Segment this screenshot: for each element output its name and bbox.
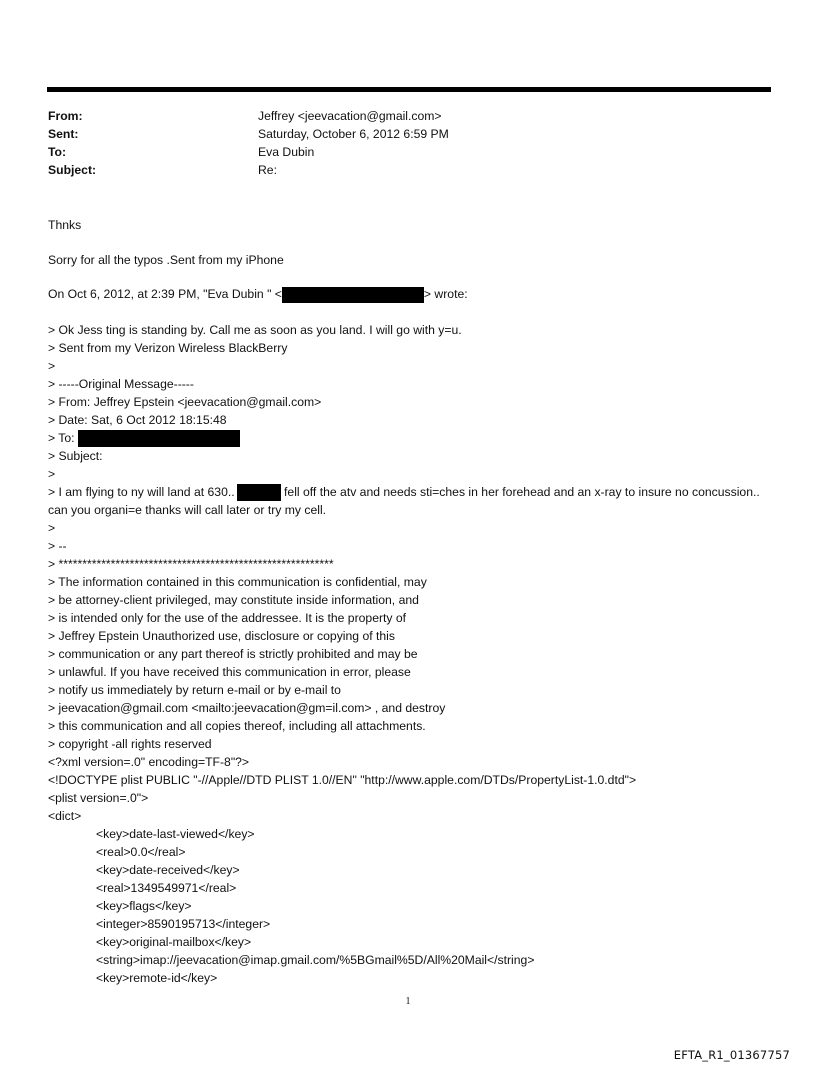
quote-line: > Subject: (48, 449, 103, 463)
xml-line: <?xml version=.0" encoding=TF-8"?> (48, 755, 250, 770)
quote-line: > (48, 359, 56, 373)
xml-line: <key>original-mailbox</key> (96, 935, 252, 950)
disclaimer-line: > this communication and all copies thereof, including all attachments. (48, 719, 426, 734)
disclaimer-line: > The information contained in this communication is confidential, may (48, 575, 427, 590)
quote-line: > From: Jeffrey Epstein <jeevacation@gmail.com> (48, 395, 322, 409)
xml-line: <real>0.0</real> (96, 845, 186, 860)
disclaimer-line: > communication or any part thereof is strictly prohibited and may be (48, 647, 418, 662)
disclaimer-line: > be attorney-client privileged, may constitute inside information, and (48, 593, 419, 608)
disclaimer-line: > jeevacation@gmail.com <mailto:jeevacation@gm=il.com> , and destroy (48, 701, 446, 716)
quote-line: > Date: Sat, 6 Oct 2012 18:15:48 (48, 413, 227, 427)
disclaimer-line: > notify us immediately by return e-mail or by e-mail to (48, 683, 341, 698)
to-value: Eva Dubin (258, 145, 315, 159)
body-reply-intro (48, 286, 468, 303)
sent-label: Sent: (48, 127, 79, 141)
body-signature: Sorry for all the typos .Sent from my iPhone (48, 253, 284, 267)
xml-line: <key>flags</key> (96, 899, 192, 914)
quote-line-flight (48, 483, 778, 519)
disclaimer-line: > unlawful. If you have received this communication in error, please (48, 665, 411, 680)
xml-line: <integer>8590195713</integer> (96, 917, 271, 932)
page-number: 1 (405, 996, 411, 1007)
header-rule (47, 87, 771, 92)
quote-line: > -- (48, 539, 67, 554)
quote-line-to (48, 429, 778, 447)
redaction-block (78, 430, 240, 447)
from-label: From: (48, 109, 83, 123)
xml-line: <key>remote-id</key> (96, 971, 218, 986)
xml-line: <real>1349549971</real> (96, 881, 237, 896)
sent-value: Saturday, October 6, 2012 6:59 PM (258, 127, 449, 141)
xml-line: <dict> (48, 809, 82, 824)
quote-line: > ********************************************************** (48, 557, 334, 572)
xml-line: <plist version=.0"> (48, 791, 149, 806)
from-value: Jeffrey <jeevacation@gmail.com> (258, 109, 442, 123)
flight-text-end: fell off the atv and needs sti=ches in her forehead and an x-ray to insure no concussion.. can you organi=e thanks will call later or try my cell. (48, 485, 760, 518)
subject-value: Re: (258, 163, 277, 177)
quote-line: > -----Original Message----- (48, 377, 194, 391)
quote-line: > (48, 467, 56, 481)
subject-row (48, 161, 449, 179)
xml-line: <!DOCTYPE plist PUBLIC "-//Apple//DTD PLIST 1.0//EN" "http://www.apple.com/DTDs/PropertyList-1.0.dtd"> (48, 773, 637, 788)
to-row (48, 143, 449, 161)
email-header (48, 107, 449, 179)
disclaimer-line: > is intended only for the use of the addressee. It is the property of (48, 611, 407, 626)
reply-intro-text: On Oct 6, 2012, at 2:39 PM, "Eva Dubin " < (48, 287, 282, 301)
subject-label: Subject: (48, 163, 97, 177)
quote-line: > (48, 521, 56, 536)
xml-line: <string>imap://jeevacation@imap.gmail.com/%5BGmail%5D/All%20Mail</string> (96, 953, 535, 968)
disclaimer-line: > copyright -all rights reserved (48, 737, 212, 752)
sent-row (48, 125, 449, 143)
quote-line: > Sent from my Verizon Wireless BlackBerry (48, 341, 288, 355)
to-label: To: (48, 145, 67, 159)
redaction-block (237, 484, 281, 501)
disclaimer-line: > Jeffrey Epstein Unauthorized use, disclosure or copying of this (48, 629, 395, 644)
reply-intro-wrote: > wrote: (423, 287, 468, 301)
redaction-block (282, 287, 424, 303)
xml-line: <key>date-received</key> (96, 863, 240, 878)
quote-line: > Ok Jess ting is standing by. Call me as soon as you land. I will go with y=u. (48, 323, 462, 337)
flight-text-start: > I am flying to ny will land at 630.. (48, 485, 235, 499)
xml-line: <key>date-last-viewed</key> (96, 827, 255, 842)
document-id: EFTA_R1_01367757 (673, 1048, 790, 1062)
from-row (48, 107, 449, 125)
quoted-message (48, 321, 778, 987)
quote-to-label: > To: (48, 431, 75, 445)
body-thanks: Thnks (48, 218, 82, 232)
